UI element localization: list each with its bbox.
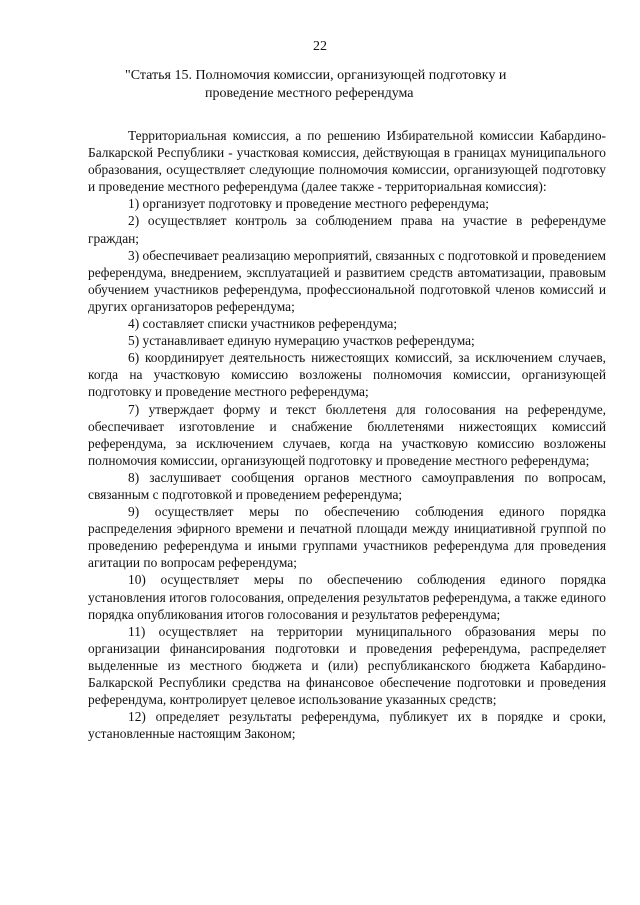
article-heading-line-2: проведение местного референдума <box>205 86 414 101</box>
article-body <box>88 127 606 742</box>
paragraph: 5) устанавливает единую нумерацию участков референдума; <box>128 333 475 349</box>
paragraph: 2) осуществляет контроль за соблюдением права на участие в референдуме граждан; <box>88 213 606 246</box>
paragraph: 8) заслушивает сообщения органов местного самоуправления по вопросам, связанным с подготовкой и проведением референдума; <box>88 469 606 502</box>
paragraph: 7) утверждает форму и текст бюллетеня для голосования на референдуме, обеспечивает изготовление и снабжение бюллетенями нижестоящих комиссий референдума, за исключением случаев, когда на участковую комиссию возложены полномочия комиссии, организующей подготовку и проведение местного референдума; <box>88 401 606 468</box>
paragraph: 12) определяет результаты референдума, публикует их в порядке и сроки, установленные настоящим Законом; <box>88 709 606 742</box>
paragraph: Территориальная комиссия, а по решению Избирательной комиссии Кабардино-Балкарской Республики - участковая комиссия, действующая в границах муниципального образования, осуществляет следующие полномочия комиссии, организующей подготовку и проведение местного референдума (далее также - территориальная комиссия): <box>88 128 606 195</box>
article-heading <box>125 67 565 103</box>
paragraph: 1) организует подготовку и проведение местного референдума; <box>128 196 490 212</box>
paragraph: 10) осуществляет меры по обеспечению соблюдения единого порядка установления итогов голосования, определения результатов референдума, а также единого порядка опубликования итогов голосования и результатов референдума; <box>88 572 606 622</box>
paragraph: 9) осуществляет меры по обеспечению соблюдения единого порядка распределения эфирного времени и печатной площади между инициативной группой по проведению референдума и иными группами участников референдума для проведения агитации по вопросам референдума; <box>88 504 606 571</box>
paragraph: 6) координирует деятельность нижестоящих комиссий, за исключением случаев, когда на участковую комиссию возложены полномочия комиссии, организующей подготовку и проведение местного референдума; <box>88 350 606 400</box>
paragraph: 3) обеспечивает реализацию мероприятий, связанных с подготовкой и проведением референдума, внедрением, эксплуатацией и развитием средств автоматизации, правовым обучением участников референдума, профессиональной подготовкой членов комиссий и других организаторов референдума; <box>88 247 606 314</box>
paragraph: 11) осуществляет на территории муниципального образования меры по организации финансирования подготовки и проведения референдума, распределяет выделенные из местного бюджета и (или) республиканского бюджета Кабардино-Балкарской Республики средства на финансовое обеспечение подготовки и проведения референдума, контролирует целевое использование указанных средств; <box>88 623 606 708</box>
article-heading-line-1: "Статья 15. Полномочия комиссии, организующей подготовку и <box>125 68 507 83</box>
paragraph: 4) составляет списки участников референдума; <box>128 316 398 332</box>
page-number: 22 <box>313 39 327 54</box>
